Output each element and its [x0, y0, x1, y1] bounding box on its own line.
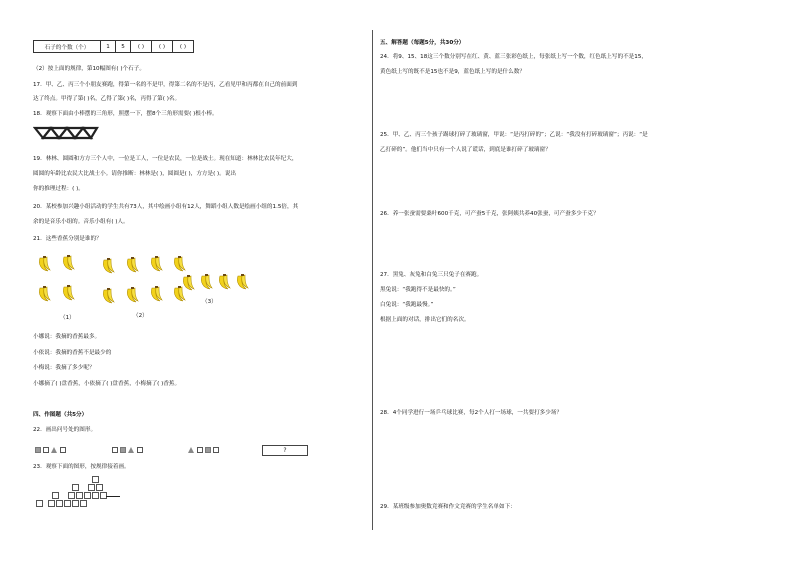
square-shape	[36, 500, 43, 507]
triangle-shape	[128, 447, 134, 453]
q27-line2: 黑兔说：“我跑得不是最快的。”	[380, 287, 456, 293]
banana-label-1: （1）	[60, 315, 75, 321]
question-mark-box: ?	[262, 445, 308, 456]
q23-text: 23．观察下面的图形，按规律接着画。	[33, 464, 130, 470]
dialog-line: 小娜摘了( )盘香蕉，小依摘了( )盘香蕉，小梅摘了( )香蕉。	[33, 381, 181, 387]
column-divider	[372, 30, 373, 530]
table-label: 石子的个数（个）	[34, 41, 101, 53]
stick-triangles-figure	[33, 126, 99, 140]
triangle-shape	[188, 447, 194, 453]
table-cell: 5	[116, 41, 131, 53]
square-shape	[72, 484, 79, 491]
square-shape	[72, 500, 79, 507]
section4-heading: 四、作图题（共5分）	[33, 412, 88, 418]
q22-text: 22．画出问号处的图形。	[33, 427, 97, 433]
q27-line3: 白兔说：“我跑最慢。”	[380, 302, 434, 308]
filled-square-shape	[35, 447, 41, 453]
dialog-line: 小依说：我摘的香蕉不是最少的	[33, 350, 112, 356]
q28-text: 28．4个同学进行一场乒乓球比赛，每2个人打一场球，一共要打多少场？	[380, 410, 563, 416]
dialog-line: 小娜说：我摘的香蕉最多。	[33, 334, 101, 340]
filled-square-shape	[120, 447, 126, 453]
q26-text: 26．养一张蚕需要桑叶600千克，可产蚕5千克，张阿姨共养40张蚕，可产蚕多少千克？	[380, 211, 599, 217]
square-shape	[60, 447, 66, 453]
q20-line1: 20．某校参加兴趣小组活动的学生共有73人，其中绘画小组有12人，舞蹈小组人数是绘画小组的1.5倍，其	[33, 204, 299, 210]
stone-count-table	[33, 40, 194, 53]
q25-line1: 25．甲、乙、丙三个孩子踢球打碎了玻璃窗，甲说：“是丙打碎的”；乙说：“我没有打碎玻璃窗”；丙说：“是	[380, 132, 648, 138]
q24-line2: 黄色纸上写的既不是15也不是9，蓝色纸上写的是什么数？	[380, 69, 525, 75]
square-shape	[43, 447, 49, 453]
q19-line1: 19．林林、圆圆和方方三个人中，一位是工人，一位是农民，一位是战士。现在知道：林林比农民年纪大，	[33, 156, 298, 162]
dialog-line: 小梅说：我摘了多少呢？	[33, 365, 95, 371]
q27-line1: 27．黑兔、灰兔和白兔三只兔子在赛跑。	[380, 272, 483, 278]
table-cell: 1	[101, 41, 116, 53]
q29-text: 29．某班级参加奥数竞赛和作文竞赛的学生名单如下：	[380, 504, 516, 510]
q16-part2: （2）按上面的规律，第10幅图有( )个石子。	[33, 66, 145, 72]
table-cell: ( )	[152, 41, 173, 53]
q27-line4: 根据上面的对话，排出它们的名次。	[380, 317, 470, 323]
q17-line1: 17．甲、乙、丙三个小朋友赛跑，得第一名的不是甲，得第二名的不是丙，乙看见甲和丙都在自己的前面到	[33, 82, 298, 88]
square-shape	[92, 476, 99, 483]
square-shape	[213, 447, 219, 453]
q25-line2: 乙打碎的”。他们当中只有一个人说了谎话，到底是谁打碎了玻璃窗？	[380, 147, 551, 153]
q21-text: 21．这些香蕉分别是谁的？	[33, 236, 102, 242]
square-shape	[197, 447, 203, 453]
banana-label-3: （3）	[202, 299, 217, 305]
q18-text: 18．观察下面由小棒摆的三角形，照摆一下，摆8个三角形需要( )根小棒。	[33, 111, 218, 117]
section5-heading: 五、解答题（每题5分，共30分）	[380, 40, 465, 46]
q19-line2: 圆圆的年龄比农民大比战士小。请你推断：林林是( )，圆圆是( )，方方是( )。说出	[33, 171, 237, 177]
table-cell: ( )	[131, 41, 152, 53]
answer-blank-line	[106, 496, 120, 497]
square-shape	[64, 500, 71, 507]
square-shape	[137, 447, 143, 453]
square-shape	[76, 492, 83, 499]
q19-line3: 你的推理过程：( )。	[33, 186, 84, 192]
square-shape	[52, 492, 59, 499]
q24-line1: 24．将9、15、18这三个数分别写在红、黄、蓝三张彩色纸上，每张纸上写一个数，红色纸上写的不是15，	[380, 54, 647, 60]
banana-label-2: （2）	[133, 313, 148, 319]
square-shape	[48, 500, 55, 507]
square-shape	[80, 500, 87, 507]
square-shape	[56, 500, 63, 507]
table-cell: ( )	[173, 41, 194, 53]
square-shape	[68, 492, 75, 499]
triangle-shape	[51, 447, 57, 453]
filled-square-shape	[205, 447, 211, 453]
square-shape	[96, 484, 103, 491]
square-shape	[88, 484, 95, 491]
q20-line2: 余的是音乐小组的。音乐小组有( )人。	[33, 219, 129, 225]
q17-line2: 达了终点。甲得了第( )名，乙得了第( )名，丙得了第( )名。	[33, 96, 181, 102]
square-shape	[84, 492, 91, 499]
square-shape	[112, 447, 118, 453]
square-shape	[92, 492, 99, 499]
